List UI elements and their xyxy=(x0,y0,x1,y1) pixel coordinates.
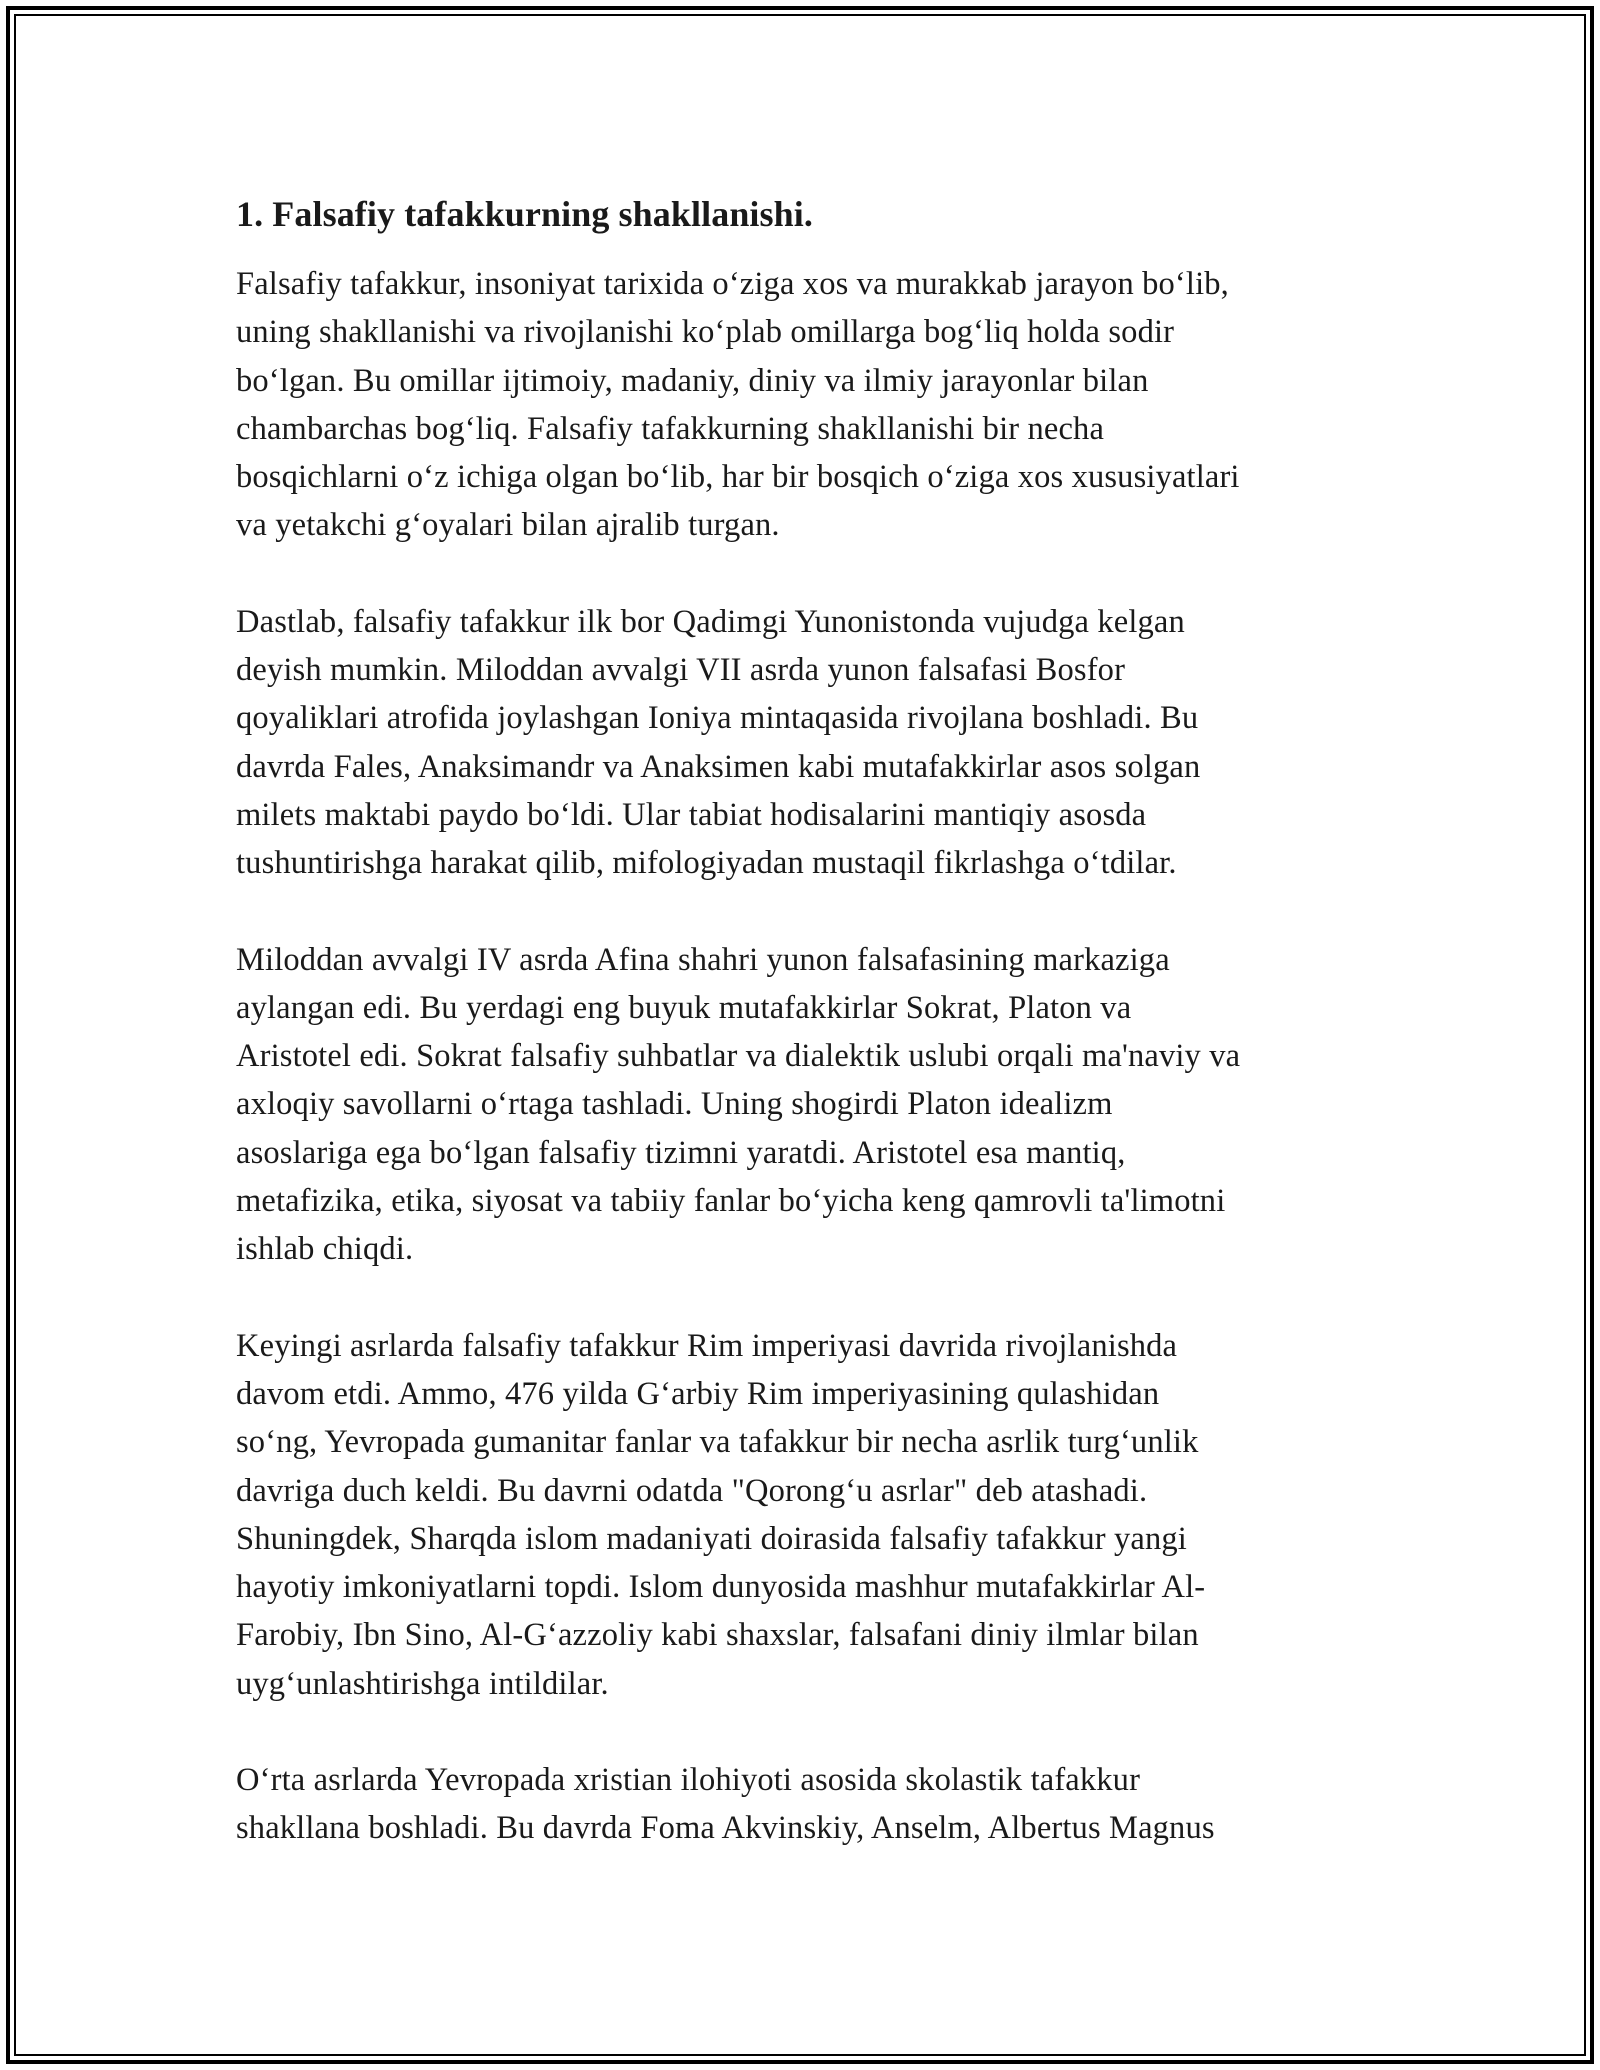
section-heading: 1. Falsafiy tafakkurning shakllanishi. xyxy=(236,194,813,234)
text-line: bosqichlarni o‘z ichiga olgan bo‘lib, har bir bosqich o‘ziga xos xususiyatlari xyxy=(236,459,1240,496)
text-line: hayotiy imkoniyatlarni topdi. Islom dunyosida mashhur mutafakkirlar Al- xyxy=(236,1569,1206,1606)
paragraph-4 xyxy=(236,1322,1366,1708)
text-line: bo‘lgan. Bu omillar ijtimoiy, madaniy, diniy va ilmiy jarayonlar bilan xyxy=(236,362,1149,399)
text-line: Falsafiy tafakkur, insoniyat tarixida o‘ziga xos va murakkab jarayon bo‘lib, xyxy=(236,266,1229,302)
text-line: axloqiy savollarni o‘rtaga tashladi. Uning shogirdi Platon idealizm xyxy=(236,1086,1113,1123)
text-line: deyish mumkin. Miloddan avvalgi VII asrda yunon falsafasi Bosfor xyxy=(236,652,1126,689)
paragraph-3 xyxy=(236,936,1366,1274)
text-line: Aristotel edi. Sokrat falsafiy suhbatlar va dialektik uslubi orqali ma'naviy va xyxy=(236,1038,1241,1075)
paragraph-5 xyxy=(236,1756,1366,1853)
text-line: qoyaliklari atrofida joylashgan Ioniya mintaqasida rivojlana boshladi. Bu xyxy=(236,700,1199,737)
text-line: Miloddan avvalgi IV asrda Afina shahri yunon falsafasining markaziga xyxy=(236,941,1170,978)
text-line: ishlab chiqdi. xyxy=(236,1231,414,1268)
text-line: metafizika, etika, siyosat va tabiiy fanlar bo‘yicha keng qamrovli ta'limotni xyxy=(236,1183,1226,1220)
text-line: asoslariga ega bo‘lgan falsafiy tizimni yaratdi. Aristotel esa mantiq, xyxy=(236,1134,1126,1171)
text-line: uyg‘unlashtirishga intildilar. xyxy=(236,1665,609,1702)
paragraph-2 xyxy=(236,598,1366,888)
text-line: aylangan edi. Bu yerdagi eng buyuk mutafakkirlar Sokrat, Platon va xyxy=(236,989,1132,1026)
text-line: chambarchas bog‘liq. Falsafiy tafakkurning shakllanishi bir necha xyxy=(236,410,1105,447)
text-line: O‘rta asrlarda Yevropada xristian ilohiyoti asosida skolastik tafakkur xyxy=(236,1762,1141,1799)
paragraph-1 xyxy=(236,260,1366,550)
text-line: shakllana boshladi. Bu davrda Foma Akvinskiy, Anselm, Albertus Magnus xyxy=(236,1810,1215,1847)
text-line: milets maktabi paydo bo‘ldi. Ular tabiat hodisalarini mantiqiy asosda xyxy=(236,796,1147,833)
text-line: uning shakllanishi va rivojlanishi ko‘plab omillarga bog‘liq holda sodir xyxy=(236,314,1175,351)
text-line: davriga duch keldi. Bu davrni odatda "Qorong‘u asrlar" deb atashadi. xyxy=(236,1472,1148,1509)
text-line: Dastlab, falsafiy tafakkur ilk bor Qadimgi Yunonistonda vujudga kelgan xyxy=(236,603,1185,640)
text-line: Farobiy, Ibn Sino, Al-G‘azzoliy kabi shaxslar, falsafani diniy ilmlar bilan xyxy=(236,1617,1199,1654)
document-body xyxy=(236,186,1366,1853)
text-line: davrda Fales, Anaksimandr va Anaksimen kabi mutafakkirlar asos solgan xyxy=(236,748,1201,785)
text-line: davom etdi. Ammo, 476 yilda G‘arbiy Rim imperiyasining qulashidan xyxy=(236,1375,1160,1412)
text-line: so‘ng, Yevropada gumanitar fanlar va tafakkur bir necha asrlik turg‘unlik xyxy=(236,1424,1199,1461)
text-line: va yetakchi g‘oyalari bilan ajralib turgan. xyxy=(236,507,780,544)
text-line: tushuntirishga harakat qilib, mifologiyadan mustaqil fikrlashga o‘tdilar. xyxy=(236,845,1177,882)
text-line: Shuningdek, Sharqda islom madaniyati doirasida falsafiy tafakkur yangi xyxy=(236,1520,1187,1557)
text-line: Keyingi asrlarda falsafiy tafakkur Rim imperiyasi davrida rivojlanishda xyxy=(236,1327,1178,1364)
